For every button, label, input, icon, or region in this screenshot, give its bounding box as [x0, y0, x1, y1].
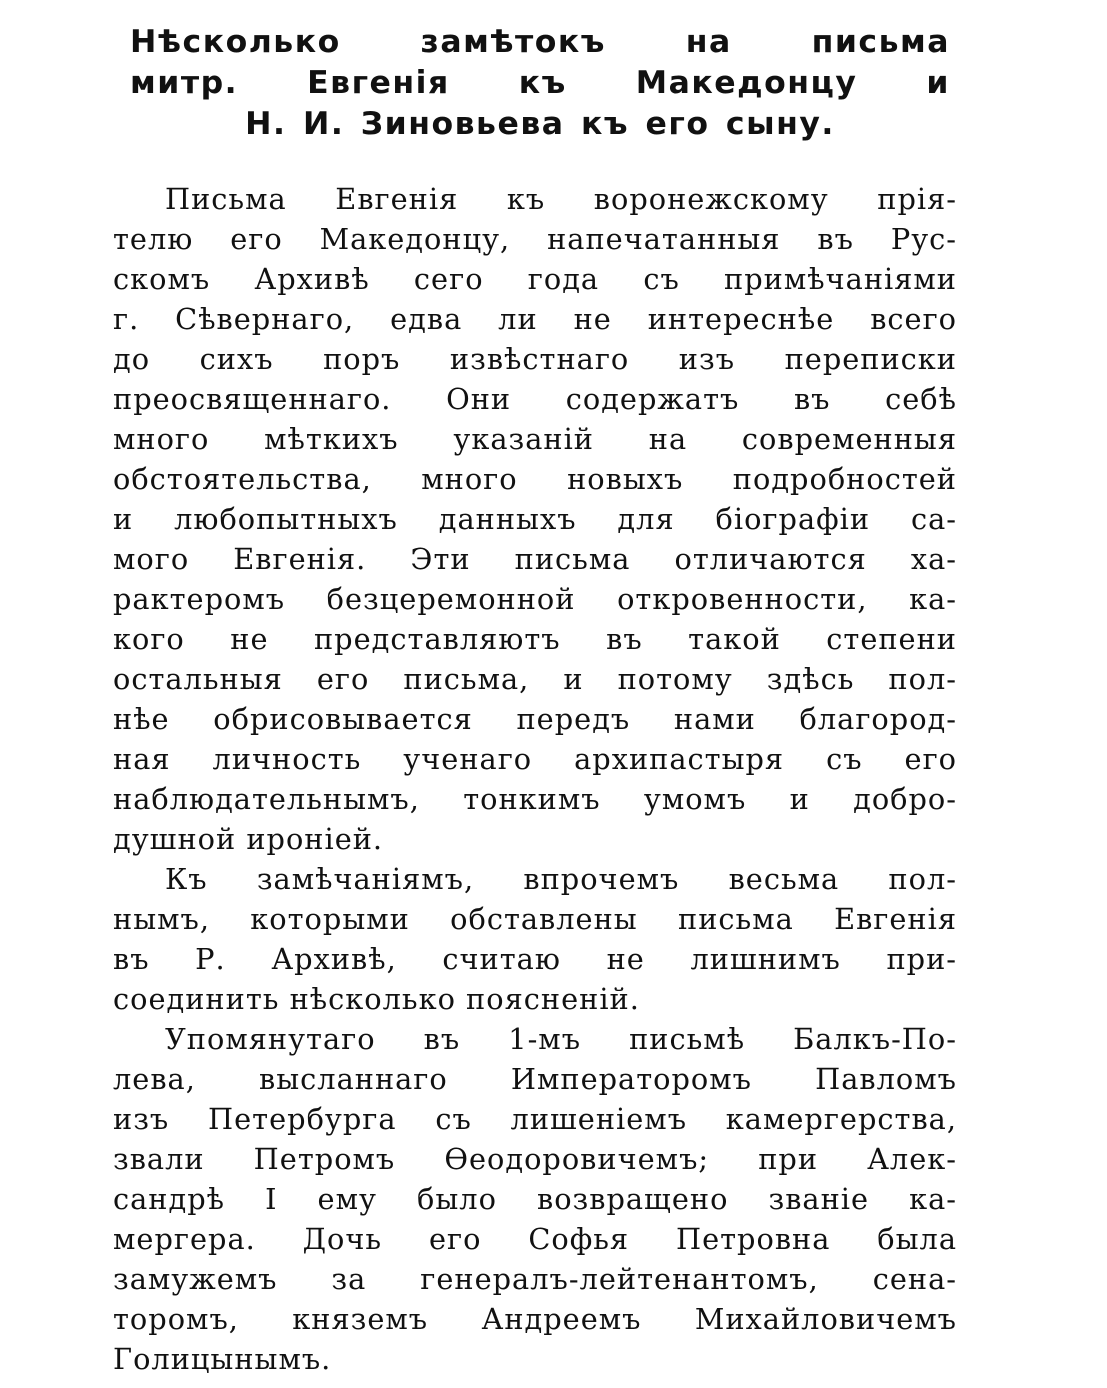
paragraph-2: [113, 859, 957, 1019]
text-line: Письма Евгенія къ воронежскому прія-: [165, 182, 957, 216]
text-line: Голицынымъ.: [113, 1342, 332, 1376]
text-line: въ Р. Архивѣ, считаю не лишнимъ при-: [113, 942, 957, 976]
text-line: нѣе обрисовывается передъ нами благород-: [113, 702, 957, 736]
text-line: рактеромъ безцеремонной откровенности, ка-: [113, 582, 957, 616]
text-line: наблюдательнымъ, тонкимъ умомъ и добро-: [113, 782, 957, 816]
title-line: митр. Евгенія къ Македонцу и: [130, 65, 950, 101]
text-line: скомъ Архивѣ сего года съ примѣчаніями: [113, 262, 957, 296]
text-line: г. Сѣвернаго, едва ли не интереснѣе всего: [113, 302, 957, 336]
text-line: лева, высланнаго Императоромъ Павломъ: [113, 1062, 957, 1096]
text-line: много мѣткихъ указаній на современныя: [113, 422, 957, 456]
text-line: сандрѣ I ему было возвращено званіе ка-: [113, 1182, 957, 1216]
article-title: [130, 22, 950, 145]
text-line: Къ замѣчаніямъ, впрочемъ весьма пол-: [165, 862, 957, 896]
text-line: звали Петромъ Ѳеодоровичемъ; при Алек-: [113, 1142, 957, 1176]
text-line: Упомянутаго въ 1-мъ письмѣ Балкъ-По-: [165, 1022, 957, 1056]
text-line: кого не представляютъ въ такой степени: [113, 622, 957, 656]
text-line: мергера. Дочь его Софья Петровна была: [113, 1222, 957, 1256]
text-line: мого Евгенія. Эти письма отличаются ха-: [113, 542, 957, 576]
text-line: торомъ, княземъ Андреемъ Михайловичемъ: [113, 1302, 957, 1336]
title-line: Нѣсколько замѣтокъ на письма: [130, 24, 950, 60]
article-body: [113, 179, 957, 1379]
text-line: соединить нѣсколько поясненій.: [113, 982, 640, 1016]
paragraph-1: [113, 179, 957, 859]
text-line: до сихъ поръ извѣстнаго изъ переписки: [113, 342, 957, 376]
text-line: телю его Македонцу, напечатанныя въ Рус-: [113, 222, 957, 256]
text-line: изъ Петербурга съ лишеніемъ камергерства,: [113, 1102, 957, 1136]
text-line: замужемъ за генералъ-лейтенантомъ, сена-: [113, 1262, 957, 1296]
paragraph-3: [113, 1019, 957, 1379]
text-line: ная личность ученаго архипастыря съ его: [113, 742, 957, 776]
text-line: обстоятельства, много новыхъ подробностей: [113, 462, 957, 496]
text-line: и любопытныхъ данныхъ для біографіи са-: [113, 502, 957, 536]
text-line: остальныя его письма, и потому здѣсь пол-: [113, 662, 957, 696]
text-line: преосвященнаго. Они содержатъ въ себѣ: [113, 382, 957, 416]
text-line: нымъ, которыми обставлены письма Евгенія: [113, 902, 957, 936]
text-line: душной ироніей.: [113, 822, 384, 856]
title-line: Н. И. Зиновьева къ его сыну.: [245, 106, 835, 142]
